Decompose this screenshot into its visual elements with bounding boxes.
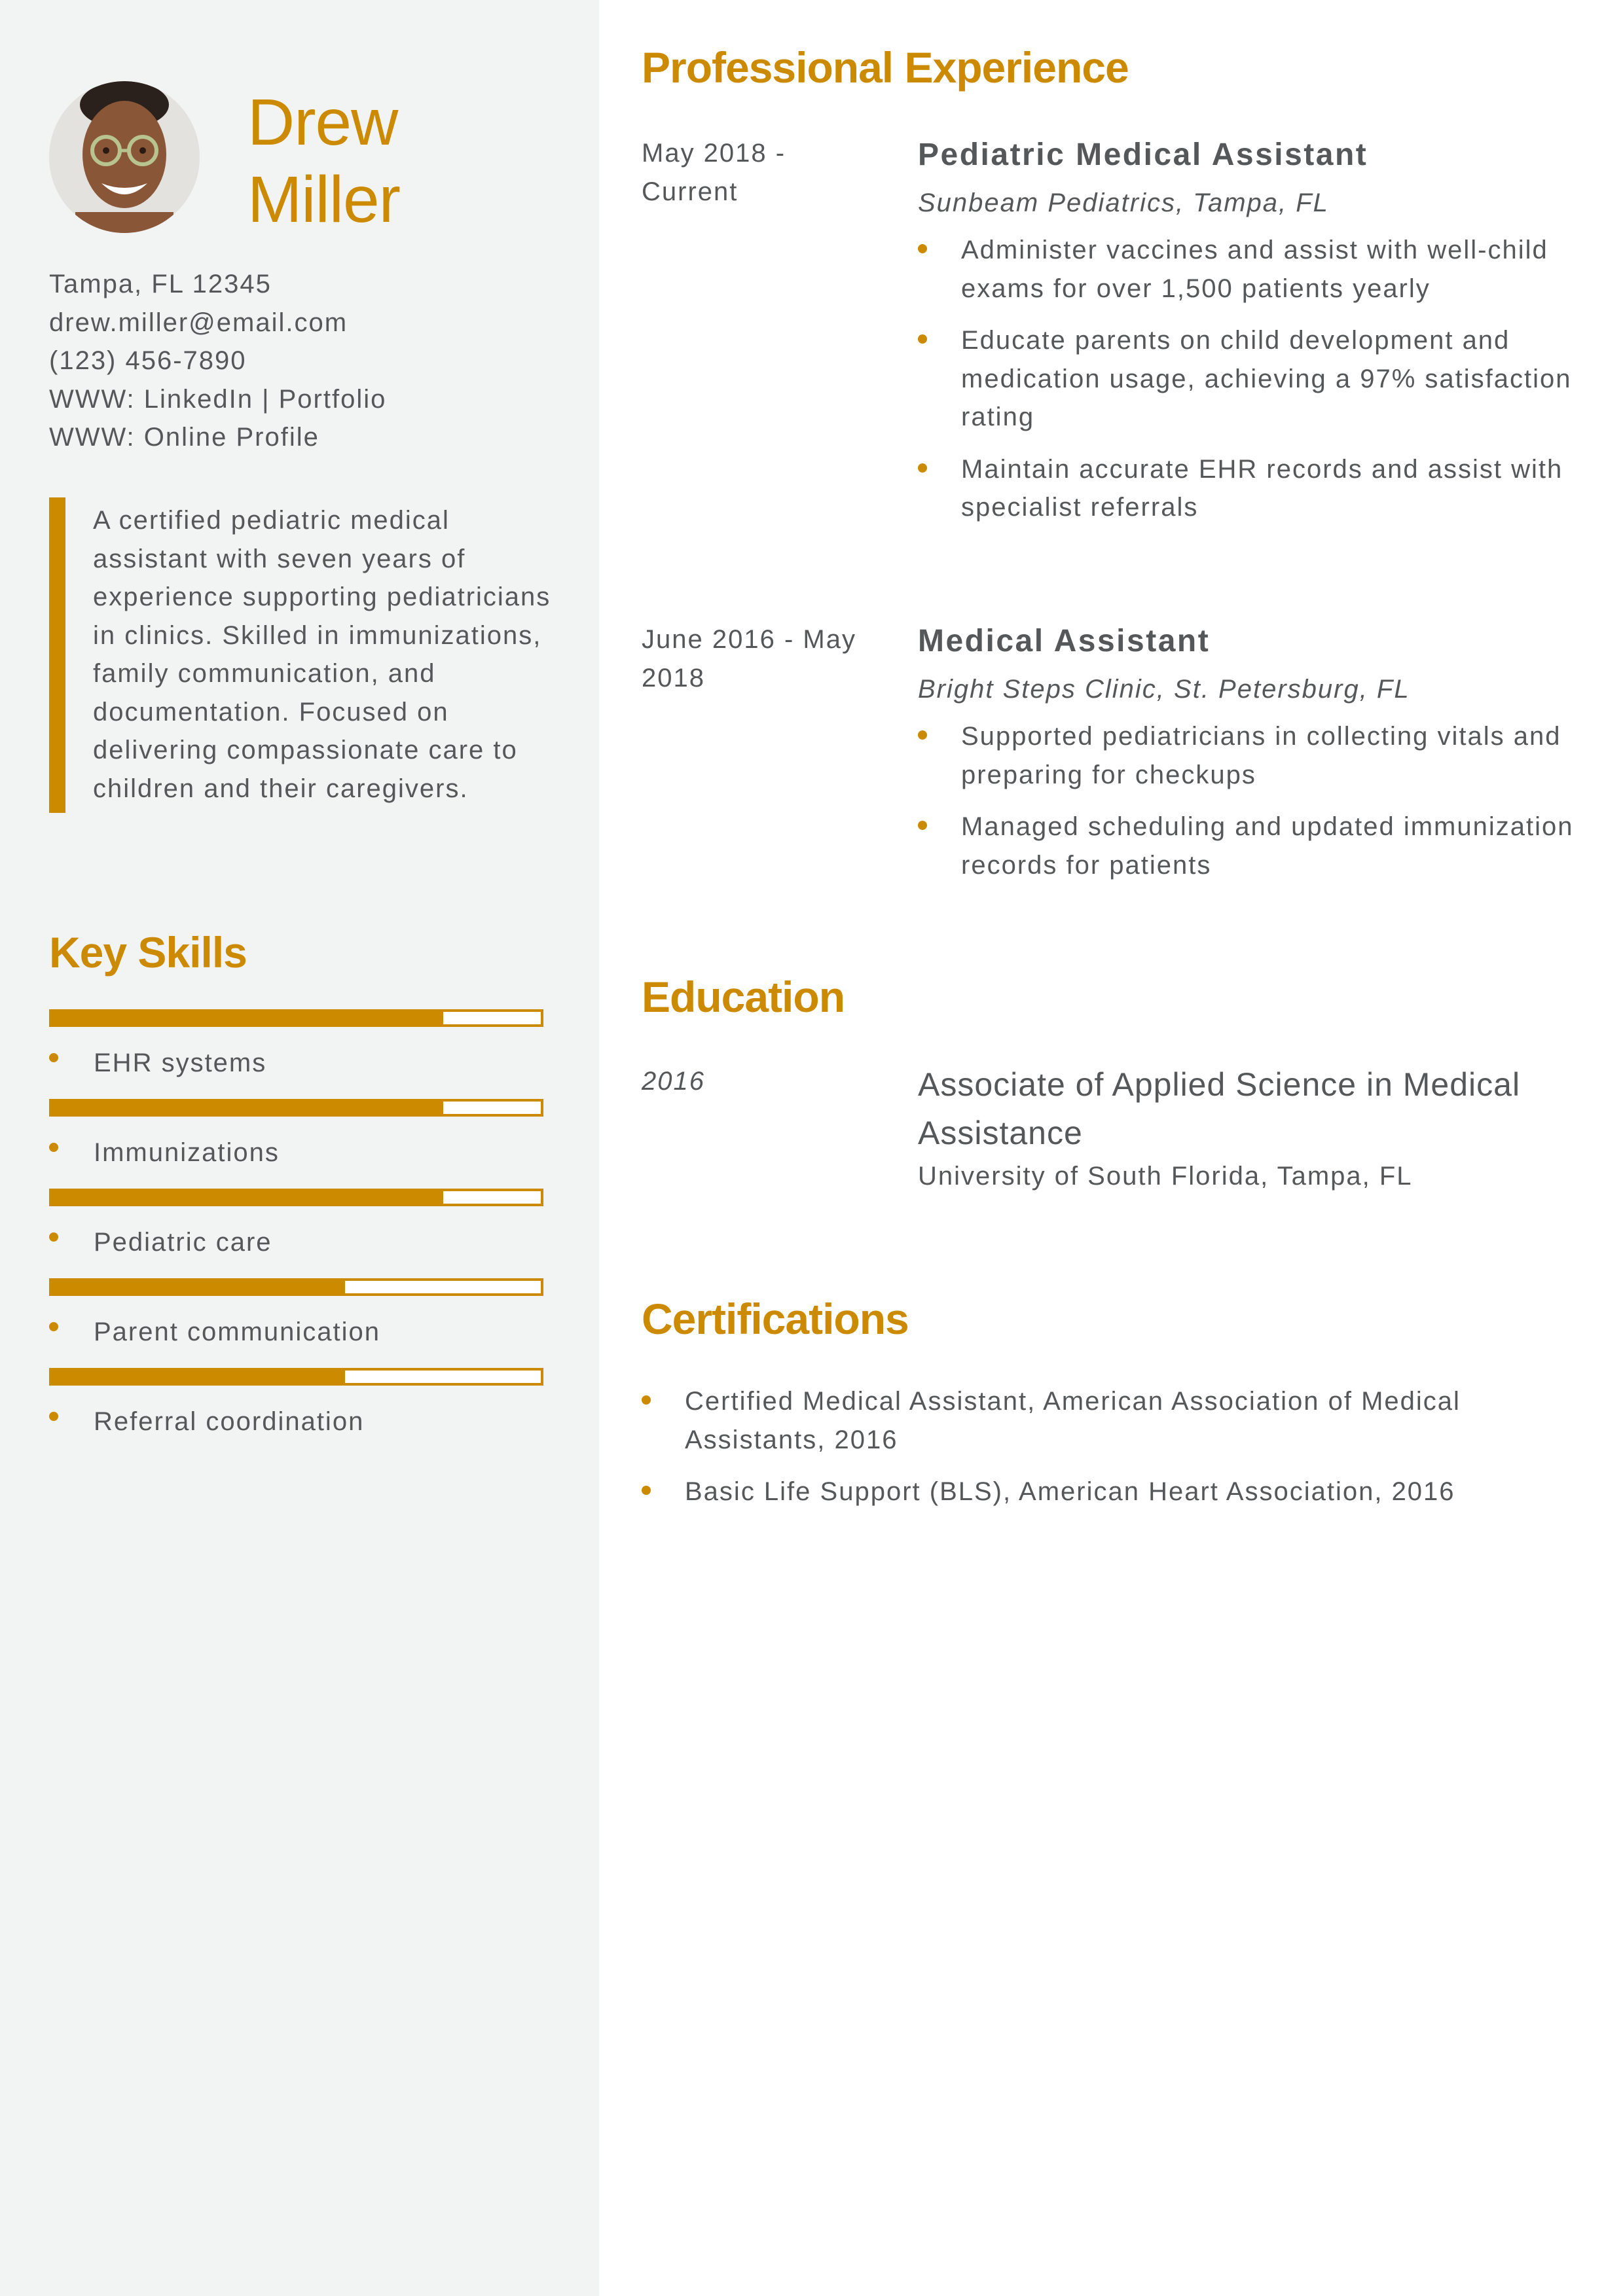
bullet-text: Maintain accurate EHR records and assist with specialist referrals — [961, 454, 1563, 522]
bullet-icon — [49, 1232, 58, 1242]
job-bullets — [918, 231, 1586, 527]
phone: (123) 456-7890 — [49, 346, 247, 375]
job-bullet — [918, 321, 1586, 437]
bullet-icon — [918, 244, 927, 253]
skill-item — [49, 1278, 543, 1368]
skill-level-bar — [49, 1009, 543, 1027]
skill-label: Immunizations — [94, 1138, 280, 1167]
certification-text: Basic Life Support (BLS), American Heart Association, 2016 — [685, 1477, 1455, 1506]
skill-level-bar — [49, 1099, 543, 1117]
skill-level-fill — [52, 1102, 443, 1114]
experience-title: Professional Experience — [642, 43, 1129, 92]
skills-title: Key Skills — [49, 928, 247, 977]
sidebar — [0, 0, 599, 2296]
bullet-icon — [918, 821, 927, 830]
bullet-text: Administer vaccines and assist with well-child exams for over 1,500 patients yearly — [961, 236, 1548, 303]
job-title: Pediatric Medical Assistant — [918, 137, 1368, 172]
www-online-profile — [49, 418, 386, 457]
skill-item — [49, 1009, 543, 1099]
job-bullets — [918, 717, 1586, 884]
certification-item — [642, 1382, 1545, 1459]
bullet-text: Managed scheduling and updated immunization records for patients — [961, 812, 1574, 880]
skill-item — [49, 1368, 543, 1458]
job-company: Bright Steps Clinic, St. Petersburg, FL — [918, 675, 1410, 704]
email[interactable]: drew.miller@email.com — [49, 308, 348, 337]
skills-list — [49, 1009, 543, 1458]
skill-level-fill — [52, 1281, 345, 1293]
avatar — [49, 81, 200, 233]
online-profile-link[interactable]: Online Profile — [143, 423, 319, 452]
job-dates: June 2016 - May 2018 — [642, 625, 856, 692]
skill-level-bar — [49, 1278, 543, 1296]
job-company: Sunbeam Pediatrics, Tampa, FL — [918, 188, 1329, 217]
certification-item — [642, 1473, 1545, 1511]
skill-label: EHR systems — [94, 1048, 267, 1077]
bullet-text: Supported pediatricians in collecting vitals and preparing for checkups — [961, 722, 1561, 789]
job-dates: May 2018 - Current — [642, 139, 786, 206]
summary-block — [49, 497, 556, 813]
bullet-icon — [918, 730, 927, 740]
job-bullet — [918, 450, 1586, 527]
certifications-list — [642, 1382, 1545, 1525]
link-separator: | — [253, 384, 279, 414]
skill-label: Parent communication — [94, 1317, 380, 1346]
skill-label: Referral coordination — [94, 1407, 365, 1436]
portfolio-link[interactable]: Portfolio — [278, 384, 387, 414]
education-degree: Associate of Applied Science in Medical Assistance — [918, 1066, 1521, 1151]
skill-item — [49, 1189, 543, 1278]
certifications-title: Certifications — [642, 1295, 909, 1343]
skill-level-fill — [52, 1012, 443, 1024]
job-details — [918, 620, 1586, 898]
candidate-name — [247, 84, 400, 238]
certification-text: Certified Medical Assistant, American Association of Medical Assistants, 2016 — [685, 1387, 1461, 1454]
skill-item — [49, 1099, 543, 1189]
bullet-text: Educate parents on child development and medication usage, achieving a 97% satisfaction rating — [961, 326, 1572, 431]
first-name: Drew — [247, 86, 398, 159]
education-school: University of South Florida, Tampa, FL — [918, 1162, 1413, 1191]
www-prefix: WWW: — [49, 423, 144, 452]
bullet-icon — [49, 1322, 58, 1331]
bullet-icon — [918, 334, 927, 344]
skill-level-fill — [52, 1371, 345, 1383]
summary-text: A certified pediatric medical assistant with seven years of experience supporting pediatricians in clinics. Skilled in immunizations, family communication, and documentation. Focused on delivering compassionate care to children and their caregivers. — [93, 506, 551, 803]
www-prefix: WWW: — [49, 384, 144, 414]
avatar-photo-icon — [49, 81, 200, 233]
job-bullet — [918, 231, 1586, 308]
job-details — [918, 134, 1586, 541]
last-name: Miller — [247, 163, 400, 236]
bullet-icon — [918, 463, 927, 473]
address: Tampa, FL 12345 — [49, 270, 272, 298]
skills-section — [49, 920, 543, 1458]
job-title: Medical Assistant — [918, 624, 1211, 658]
linkedin-link[interactable]: LinkedIn — [143, 384, 253, 414]
contact-info — [49, 265, 386, 457]
skill-level-fill — [52, 1191, 443, 1204]
job-bullet — [918, 808, 1586, 884]
education-year: 2016 — [642, 1067, 705, 1096]
bullet-icon — [49, 1412, 58, 1421]
bullet-icon — [642, 1486, 651, 1495]
bullet-icon — [49, 1053, 58, 1062]
skill-label: Pediatric care — [94, 1227, 272, 1257]
skill-level-bar — [49, 1368, 543, 1386]
education-title: Education — [642, 973, 845, 1021]
job-bullet — [918, 717, 1586, 794]
bullet-icon — [49, 1143, 58, 1152]
www-links — [49, 380, 386, 419]
skill-level-bar — [49, 1189, 543, 1206]
bullet-icon — [642, 1395, 651, 1405]
education-details — [918, 1060, 1586, 1195]
